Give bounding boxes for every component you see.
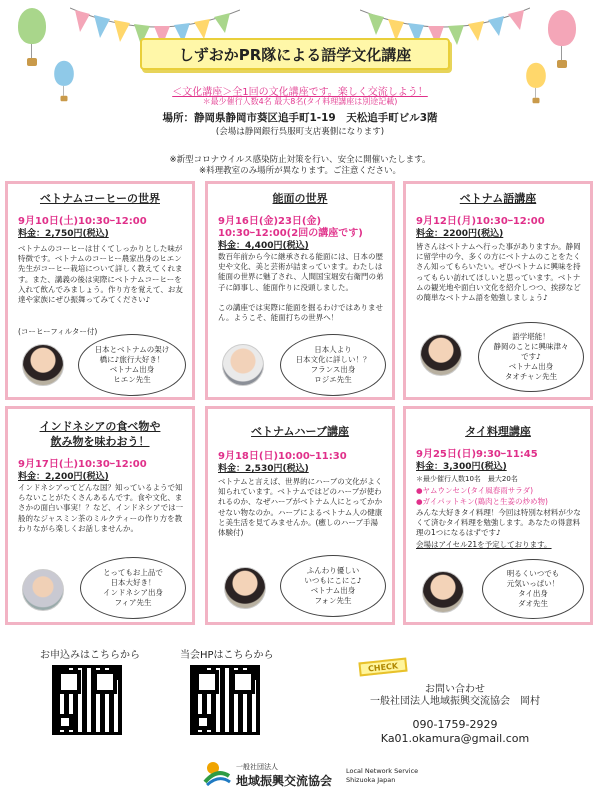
balloon-right-large [548, 10, 576, 68]
subtitle-sub: ＊最少催行人数4名 最大8名(タイ料理講座は別途記載) [202, 97, 398, 106]
check-badge: CHECK [358, 658, 407, 677]
teacher-speech-bubble: 日本人より 日本文化に詳しい！？ フランス出身 ロジエ先生 [280, 334, 386, 396]
teacher-speech-bubble: とってもお上品で 日本大好き！ インドネシア出身 フィア先生 [80, 557, 186, 619]
card-extra: 会場はアイセル21を予定しております。 [416, 540, 552, 549]
min-participants: ＊最少催行人数10名 最大20名 [416, 475, 518, 483]
association-logo-icon [203, 760, 231, 786]
logo-name: 地域振興交流協会 [236, 774, 333, 788]
teacher-photo [224, 567, 266, 609]
teacher-photo [420, 334, 462, 376]
page-title: しずおかPR隊による語学文化講座 [140, 38, 450, 70]
contact-email[interactable]: Ka01.okamura@gmail.com [380, 732, 530, 745]
card-description: インドネシアってどんな国？知っているようで知らないことがたくさんあるんです。食や文化、まさかの面白い事実！？など、インドネシアでは一般的なジャスミン茶のミルクティーの作り方を教わりながら楽しくお話しませんか。 [18, 483, 184, 533]
card-extra: この講座では実際に能面を掘るわけではありません。ようこそ、能面打ちの世界へ！ [218, 303, 383, 323]
card-title: タイ料理講座 [465, 425, 531, 438]
card-date: 9月10日(土)10:30ｰ12:00 [18, 216, 147, 227]
venue-note: (会場は静岡銀行呉服町支店裏側になります) [215, 127, 385, 137]
venue: 場所：静岡県静岡市葵区追手町1-19 天松追手町ビル3階 [162, 112, 438, 124]
card-indonesia-food [5, 406, 195, 625]
card-vietnam-coffee [5, 181, 195, 400]
card-extra: (コーヒーフィルター付) [18, 327, 98, 336]
homepage-label: 当会HPはこちらから [180, 650, 274, 661]
card-date: 9月17日(土)10:30ｰ12:00 [18, 459, 147, 470]
card-fee: 料金：3,300円(税込) [416, 462, 507, 472]
contact-phone[interactable]: 090-1759-2929 [412, 718, 498, 731]
balloon-left-large [18, 8, 46, 66]
teacher-speech-bubble: ふんわり優しい いつもにこにこ♪ ベトナム出身 フォン先生 [280, 555, 386, 617]
card-title: インドネシアの食べ物や 飲み物を味わおう！ [39, 420, 161, 448]
cooking-note: ※料理教室のみ場所が異なります。ご注意ください。 [199, 166, 401, 176]
card-title: ベトナム語講座 [459, 192, 537, 205]
card-title: ベトナムコーヒーの世界 [39, 192, 160, 205]
teacher-speech-bubble: 明るくいつでも 元気いっぱい！ タイ出身 ダオ先生 [482, 559, 584, 619]
card-date: 9月25日(日)9:30ｰ11:45 [416, 449, 538, 460]
card-description: ベトナムと言えば、世界的にハーブの文化がよく知られています。ベトナムではどのハーブが使われるのか、なぜハーブがベトナム人にとってかかせない物なのか。ハーブによるベトナム人の健康と美生活を見てみませんか。(癒しのハーブ手湯体験付) [218, 477, 383, 538]
subtitle-main: ＜文化講座＞全1回の文化講座です。楽しく交流しよう！ [172, 87, 428, 98]
card-title: ベトナムハーブ講座 [251, 425, 349, 438]
teacher-speech-bubble: 日本とベトナムの架け 橋に♪旅行大好き！ ベトナム出身 ヒエン先生 [78, 334, 186, 396]
card-date: 9月12日(月)10:30ｰ12:00 [416, 216, 545, 227]
card-vietnam-herb [205, 406, 395, 625]
contact-title: お問い合わせ [425, 684, 485, 695]
card-date: 9月16日(金)23日(金) [218, 216, 322, 227]
card-fee: 料金：2,750円(税込) [18, 229, 109, 239]
card-fee: 料金：2,530円(税込) [218, 464, 309, 474]
teacher-photo [22, 344, 64, 386]
teacher-photo [22, 569, 64, 611]
teacher-photo [422, 571, 464, 613]
card-vietnamese-language [403, 181, 593, 400]
apply-label: お申込みはこちらから [40, 650, 140, 661]
teacher-speech-bubble: 語学堪能！ 静岡のことに興味津々 です♪ ベトナム出身 タオチャン先生 [478, 322, 584, 392]
covid-note: ※新型コロナウイルス感染防止対策を行い、安全に開催いたします。 [169, 155, 431, 165]
card-description: 皆さんはベトナムへ行った事がありますか。静岡に留学中の今、多くの方にベトナムのことをたくさん知ってもらいたい。ぜひベトナムに興味を持ってもらい訪れてほしいと思っています。ベトナムの観光地や面白い文化を紹介しつつ、挨拶などの簡単なベトナム語を勉強しましょう♪ [416, 242, 581, 303]
card-noh-mask [205, 181, 395, 400]
logo-small-text: 一般社団法人 [236, 763, 278, 771]
card-fee: 料金：4,400円(税込) [218, 241, 309, 251]
card-thai-cooking [403, 406, 593, 625]
contact-organization: 一般社団法人地域振興交流協会 岡村 [370, 696, 540, 707]
apply-qr-code[interactable] [52, 665, 122, 735]
teacher-photo [222, 344, 264, 386]
card-date: 9月18日(日)10:00ｰ11:30 [218, 451, 347, 462]
card-fee: 料金：2200円(税込) [416, 229, 504, 239]
logo-english-2: Shizuoka Japan [346, 776, 396, 784]
card-description: 数百年前から今に継承される能面には、日本の歴史や文化、美と芸術が詰まっています。わたしは能面の世界に魅了され、人間国宝堀安右衛門の弟子に師事し、能面作りに没頭しました。 [218, 252, 384, 292]
card-date-second: 10:30ｰ12:00(2回の講座です) [218, 228, 363, 239]
card-fee: 料金：2,200円(税込) [18, 472, 109, 482]
card-description: みんな大好きタイ料理！今回は特別な材料が少なくて済むタイ料理を勉強します。あなたの得意料理の1つになるはずです♪ [416, 508, 581, 538]
menu-item: ●ヤムウンセン(タイ風春雨サラダ) [416, 486, 534, 495]
homepage-qr-code[interactable] [190, 665, 260, 735]
card-description: ベトナムのコーヒーは甘くてしっかりとした味が特徴です。ベトナムのコーヒー農家出身のヒエン先生がコーヒー栽培について詳しく教えてくれます。また、講義の後は実際にベトナムコーヒーを入れて飲んでみましょう。作り方を覚えて、お友達や家族にぜひ振舞ってみてください♪ [18, 244, 183, 305]
logo-english-1: Local Network Service [346, 767, 419, 775]
menu-item: ●ガイパットキン(鶏肉と生姜の炒め物) [416, 497, 548, 506]
card-title: 能面の世界 [272, 192, 328, 205]
